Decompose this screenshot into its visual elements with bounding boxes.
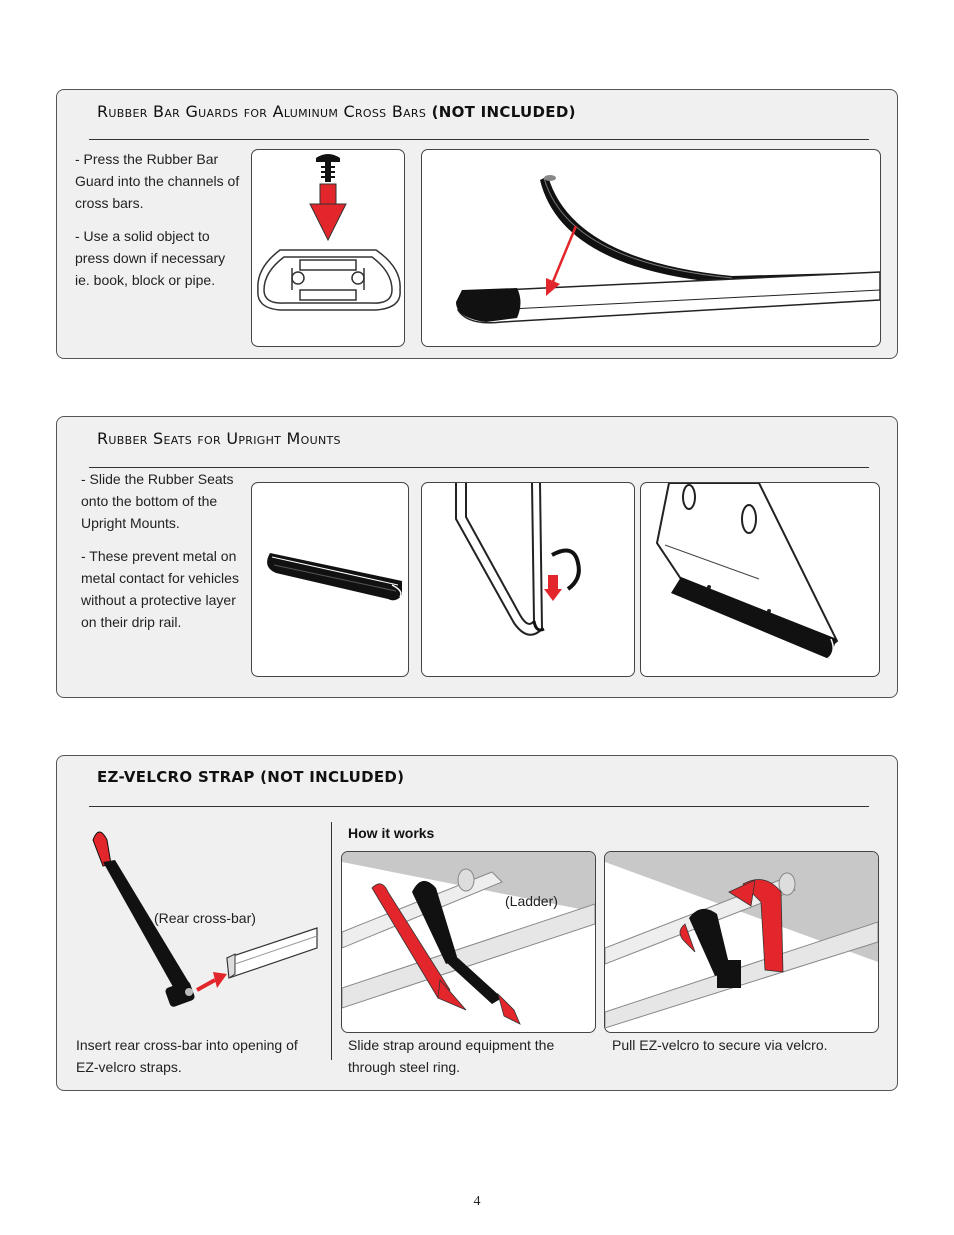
- rubber-seat-channel: [267, 553, 402, 600]
- ladder-strap-illustration: [341, 851, 596, 1033]
- insert-arrow-icon: [546, 226, 576, 296]
- section-rubber-bar-guards: [56, 89, 898, 359]
- insert-arrow-icon: [197, 972, 227, 990]
- instructions-bar-guards: [75, 148, 240, 302]
- section-title-not-included: (NOT INCLUDED): [431, 103, 576, 121]
- section-title-bar-guards: [97, 102, 576, 121]
- press-down-arrow-icon: [310, 184, 346, 240]
- caption-slide-strap: Slide strap around equipment the through steel ring.: [348, 1037, 555, 1075]
- caption-secure-velcro: Pull EZ-velcro to secure via velcro.: [612, 1037, 828, 1053]
- section-rubber-seats: [56, 416, 898, 698]
- instructions-rubber-seats: [81, 468, 246, 644]
- ladder-rails: [605, 852, 878, 1028]
- rear-crossbar: [227, 928, 317, 978]
- rear-crossbar-label: (Rear cross-bar): [154, 910, 256, 926]
- crossbar-guard-illustration: [421, 149, 881, 347]
- instruction-solid-object: - Use a solid object to press down if necessary ie. book, block or pipe.: [75, 228, 226, 288]
- rubber-guard-t-icon: [316, 154, 340, 182]
- crossbar-profile-illustration: [251, 149, 405, 347]
- rubber-seat-illustration: [251, 482, 409, 677]
- section-title-rubber-seats: Rubber Seats for Upright Mounts: [97, 429, 341, 448]
- column-divider: [331, 822, 332, 1060]
- slide-down-arrow-icon: [544, 575, 562, 601]
- section-divider: [89, 139, 869, 140]
- rubber-guard-strip: [540, 175, 880, 284]
- upright-mount-outline: [456, 483, 542, 635]
- page-number: 4: [473, 1194, 481, 1209]
- how-it-works-heading: How it works: [348, 825, 435, 841]
- instruction-slide: - Slide the Rubber Seats onto the bottom of the Upright Mounts.: [81, 471, 234, 531]
- caption-insert-crossbar: Insert rear cross-bar into opening of EZ-velcro straps.: [76, 1037, 298, 1075]
- aluminum-crossbar: [456, 272, 880, 323]
- upright-mount-side-illustration: [421, 482, 635, 677]
- section-divider: [89, 806, 869, 807]
- upright-mount-installed-illustration: [640, 482, 880, 677]
- instruction-press: - Press the Rubber Bar Guard into the channels of cross bars.: [75, 151, 240, 211]
- wrap-arrow-icon: [438, 980, 466, 1010]
- crossbar-profile-shape: [258, 250, 400, 310]
- ladder-label: (Ladder): [505, 893, 558, 909]
- section-title-text: Rubber Bar Guards for Aluminum Cross Bars: [97, 102, 427, 121]
- velcro-secure-illustration: [604, 851, 879, 1033]
- section-title-ez-velcro: EZ-VELCRO STRAP (NOT INCLUDED): [97, 768, 405, 786]
- ladder-rails: [342, 852, 595, 1008]
- instruction-prevent-contact: - These prevent metal on metal contact for vehicles without a protective layer on their drip rail.: [81, 548, 239, 630]
- section-ez-velcro: [56, 755, 898, 1091]
